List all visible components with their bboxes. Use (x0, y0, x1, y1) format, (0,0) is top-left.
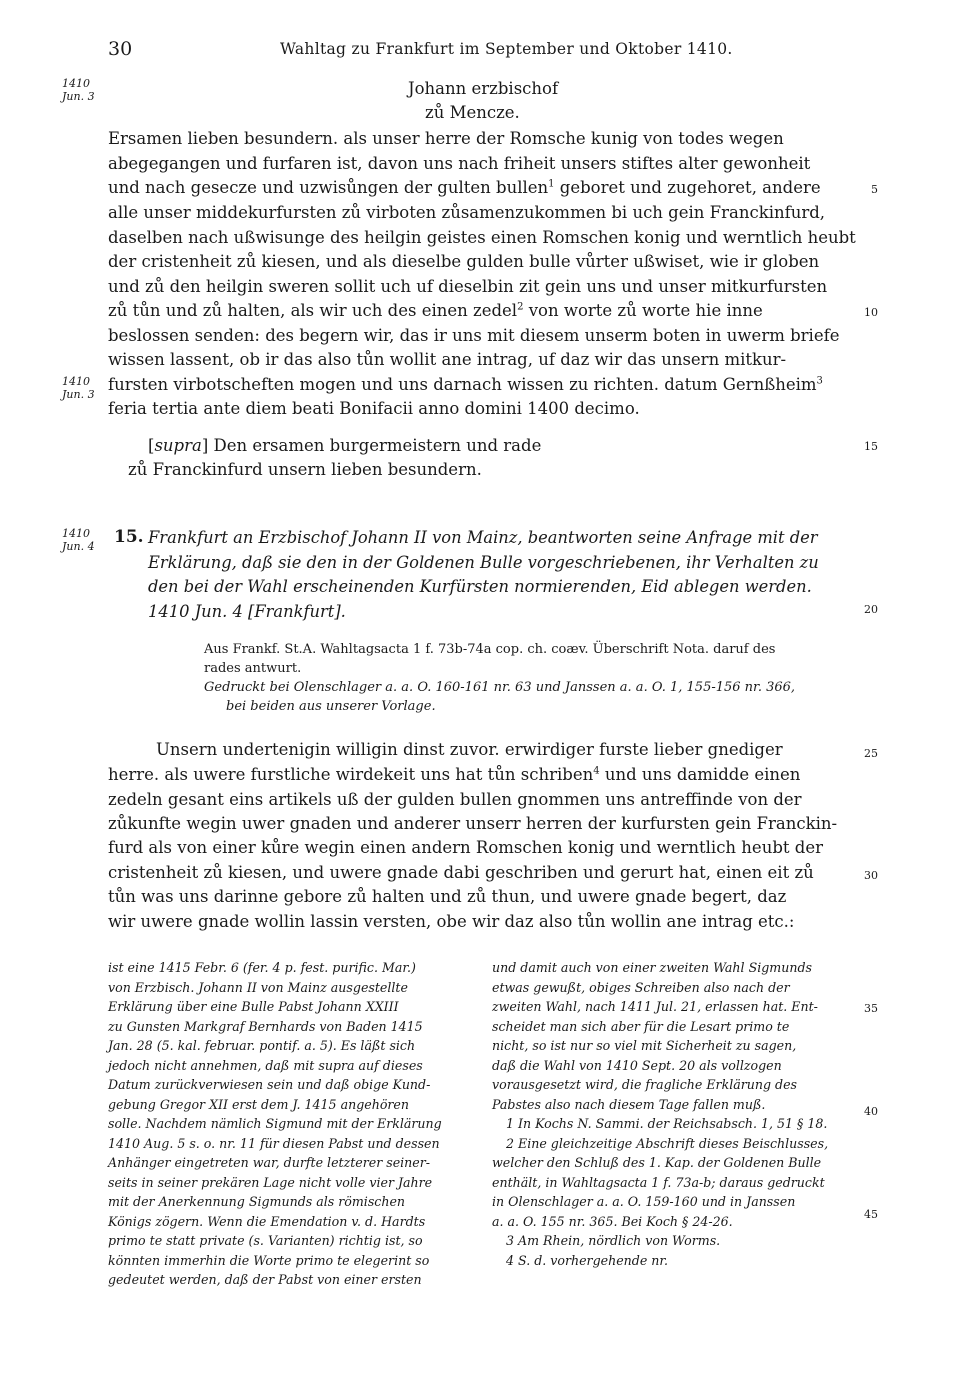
footnote-line: welcher den Schluß des 1. Kap. der Goldenen Bulle (492, 1155, 822, 1170)
margin-date-day: Jun. 4 (62, 540, 95, 553)
heading-line: 1410 Jun. 4 [Frankfurt]. (148, 601, 346, 621)
source-line: Gedruckt bei Olenschlager a. a. O. 160-161 nr. 63 und Janssen a. a. O. 1, 155-156 nr. 366, (204, 680, 796, 695)
footnote-line: und damit auch von einer zweiten Wahl Sigmunds (492, 960, 812, 975)
footnote-line: Anhänger eingetreten war, durfte letzterer seiner- (108, 1155, 431, 1170)
document-number: 15. (114, 527, 144, 547)
footnote-line: könnten immerhin die Worte primo te elegerint so (108, 1252, 430, 1268)
line-number: 40 (864, 1105, 878, 1118)
letter-text: und nach gesecze und uzwisůngen der gulten bullen (108, 178, 549, 197)
footnote-line: Datum zurückverwiesen sein und daß obige Kund- (108, 1077, 431, 1092)
doc-text: herre. als uwere furstliche wirdekeit uns hat tůn schriben (108, 765, 594, 784)
footnote-line: jedoch nicht annehmen, daß mit supra auf dieses (108, 1057, 423, 1073)
letter-text: fursten virbotscheften mogen und uns darnach wissen zu richten. datum Gernßheim (108, 375, 817, 394)
line-number: 20 (864, 603, 878, 616)
margin-date-year: 1410 (62, 77, 90, 90)
footnote-line: 1410 Aug. 5 s. o. nr. 11 für diesen Pabst und dessen (108, 1135, 440, 1151)
sender-line-2: zů Mencze. (425, 103, 520, 122)
doc-text-line: zedeln gesant eins artikels uß der gulden bullen gnommen uns antreffinde von der (108, 790, 802, 809)
footnote-ref: 4 (593, 765, 600, 777)
footnote-line: ist eine 1415 Febr. 6 (fer. 4 p. fest. purific. Mar.) (108, 960, 416, 975)
line-number: 5 (871, 183, 878, 196)
footnote-line: mit der Anerkennung Sigmunds als römischen (108, 1194, 406, 1209)
footnote-line: Königs zögern. Wenn die Emendation v. d. Hardts (108, 1213, 426, 1229)
doc-text-line: cristenheit zů kiesen, und uwere gnade dabi geschriben und gerurt hat, einen eit zů (108, 863, 814, 882)
margin-date-2 (62, 375, 95, 401)
letter-line: abegegangen und furfaren ist, davon uns nach friheit unsers stiftes alter gewonheit (108, 154, 811, 173)
footnote-4: 4 S. d. vorhergehende nr. (506, 1252, 669, 1268)
doc-text-line: Unsern undertenigin willigin dinst zuvor. erwirdiger furste lieber gnediger (156, 740, 783, 759)
line-number: 35 (864, 1002, 878, 1015)
source-line: bei beiden aus unserer Vorlage. (226, 699, 436, 714)
heading-line: den bei der Wahl erscheinenden Kurfürsten normierenden, Eid ablegen werden. (148, 577, 812, 596)
footnote-ref: 2 (517, 301, 524, 313)
footnote-line: Pabstes also nach diesem Tage fallen muß. (492, 1096, 766, 1112)
source-note (204, 640, 854, 716)
footnote-1: 1 In Kochs N. Sammi. der Reichsabsch. 1, 51 § 18. (506, 1116, 828, 1131)
letter-text: geboret und zugehoret, andere (554, 178, 821, 197)
footnote-line: a. a. O. 155 nr. 365. Bei Koch § 24-26. (492, 1213, 733, 1229)
letter-line: feria tertia ante diem beati Bonifacii anno domini 1400 decimo. (108, 399, 640, 418)
letter-line (108, 299, 763, 323)
footnote-line: in Olenschlager a. a. O. 159-160 und in Janssen (492, 1194, 796, 1209)
footnote-ref: 3 (816, 375, 823, 387)
letter-line (108, 176, 821, 200)
footnote-line: solle. Nachdem nämlich Sigmund mit der Erklärung (108, 1116, 442, 1131)
margin-date-year: 1410 (62, 375, 90, 388)
letter-line: und zů den heilgin sweren sollit uch uf dieselbin zit gein uns und unser mitkurfursten (108, 277, 828, 296)
address-line-2: zů Franckinfurd unsern lieben besundern. (128, 460, 482, 479)
footnote-line: gedeutet werden, daß der Pabst von einer ersten (108, 1272, 422, 1287)
doc-text-line: zůkunfte wegin uwer gnaden und anderer unserr herren der kurfursten gein Franckin- (108, 814, 838, 833)
running-title: Wahltag zu Frankfurt im September und Oktober 1410. (280, 40, 733, 58)
page-number: 30 (108, 38, 133, 60)
footnote-ref: 1 (548, 178, 555, 190)
doc-text: und uns damidde einen (599, 765, 801, 784)
letter-line: alle unser middekurfursten zů virboten zůsamenzukommen bi uch gein Franckinfurd, (108, 203, 826, 222)
heading-line: Frankfurt an Erzbischof Johann II von Mainz, beantworten seine Anfrage mit der (148, 528, 818, 547)
footnote-2: 2 Eine gleichzeitige Abschrift dieses Beischlusses, (506, 1135, 829, 1151)
footnote-line: gebung Gregor XII erst dem J. 1415 angehören (108, 1096, 409, 1112)
address-line-1: [supra] Den ersamen burgermeistern und rade (148, 436, 542, 455)
address-label: supra (154, 436, 202, 455)
letter-line (108, 373, 823, 397)
footnote-line: daß die Wahl von 1410 Sept. 20 als vollzogen (492, 1057, 782, 1073)
doc-text-line: wir uwere gnade wollin lassin versten, obe wir daz also tůn wollin ane intrag etc.: (108, 912, 795, 931)
doc-text-line: furd als von einer kůre wegin einen andern Romschen konig und werntlich heubt der (108, 838, 823, 857)
line-number: 45 (864, 1208, 878, 1221)
letter-text: zů tůn und zů halten, als wir uch des einen zedel (108, 301, 518, 320)
letter-line: beslossen senden: des begern wir, das ir uns mit diesem unserm boten in uwerm briefe (108, 326, 840, 345)
letter-text: von worte zů worte hie inne (523, 301, 763, 320)
footnotes-right-column (492, 958, 857, 1270)
footnote-line: von Erzbisch. Johann II von Mainz ausgestellte (108, 979, 408, 995)
footnote-line: Erklärung über eine Bulle Pabst Johann XXIII (108, 999, 399, 1014)
margin-date-day: Jun. 3 (62, 388, 95, 401)
line-number: 30 (864, 869, 878, 882)
letter-line: der cristenheit zů kiesen, und als dieselbe gulden bulle vůrter ußwiset, wie ir globen (108, 252, 820, 271)
margin-date-3 (62, 527, 95, 553)
margin-date-year: 1410 (62, 527, 90, 540)
footnote-line: zu Gunsten Markgraf Bernhards von Baden 1415 (108, 1018, 423, 1034)
footnote-line: seits in seiner prekären Lage nicht volle vier Jahre (108, 1174, 433, 1190)
heading-line: Erklärung, daß sie den in der Goldenen Bulle vorgeschriebenen, ihr Verhalten zu (148, 552, 819, 572)
document-heading (148, 526, 819, 624)
source-line: rades antwurt. (204, 661, 302, 676)
doc-text-line (108, 763, 800, 787)
line-number: 15 (864, 440, 878, 453)
footnote-line: primo te statt private (s. Varianten) richtig ist, so (108, 1233, 423, 1248)
line-number: 10 (864, 306, 878, 319)
footnote-line: nicht, so ist nur so viel mit Sicherheit zu sagen, (492, 1038, 797, 1053)
margin-date-day: Jun. 3 (62, 90, 95, 103)
footnotes-left-column (108, 958, 473, 1290)
footnote-3: 3 Am Rhein, nördlich von Worms. (506, 1233, 721, 1248)
letter-line: wissen lassent, ob ir das also tůn wollit ane intrag, uf daz wir das unsern mitkur- (108, 350, 787, 369)
margin-date-1 (62, 77, 95, 103)
source-line: Aus Frankf. St.A. Wahltagsacta 1 f. 73b-74a cop. ch. coæv. Überschrift Nota. daruf des (204, 642, 776, 657)
address-text: Den ersamen burgermeistern und rade (208, 436, 542, 455)
footnote-line: scheidet man sich aber für die Lesart primo te (492, 1018, 790, 1034)
doc-text-line: tůn was uns darinne gebore zů halten und zů thun, und uwere gnade begert, daz (108, 887, 787, 906)
line-number: 25 (864, 747, 878, 760)
footnote-line: zweiten Wahl, nach 1411 Jul. 21, erlassen hat. Ent- (492, 999, 818, 1014)
footnote-line: enthält, in Wahltagsacta 1 f. 73a-b; daraus gedruckt (492, 1174, 825, 1190)
sender-line-1: Johann erzbischof (408, 79, 559, 98)
footnote-line: vorausgesetzt wird, die fragliche Erklärung des (492, 1077, 798, 1092)
footnote-line: etwas gewußt, obiges Schreiben also nach der (492, 979, 790, 995)
letter-line: Ersamen lieben besundern. als unser herre der Romsche kunig von todes wegen (108, 129, 784, 148)
letter-line: daselben nach ußwisunge des heilgin geistes einen Romschen konig und werntlich heubt (108, 228, 856, 247)
footnote-line: Jan. 28 (5. kal. februar. pontif. a. 5). Es läßt sich (108, 1038, 416, 1053)
